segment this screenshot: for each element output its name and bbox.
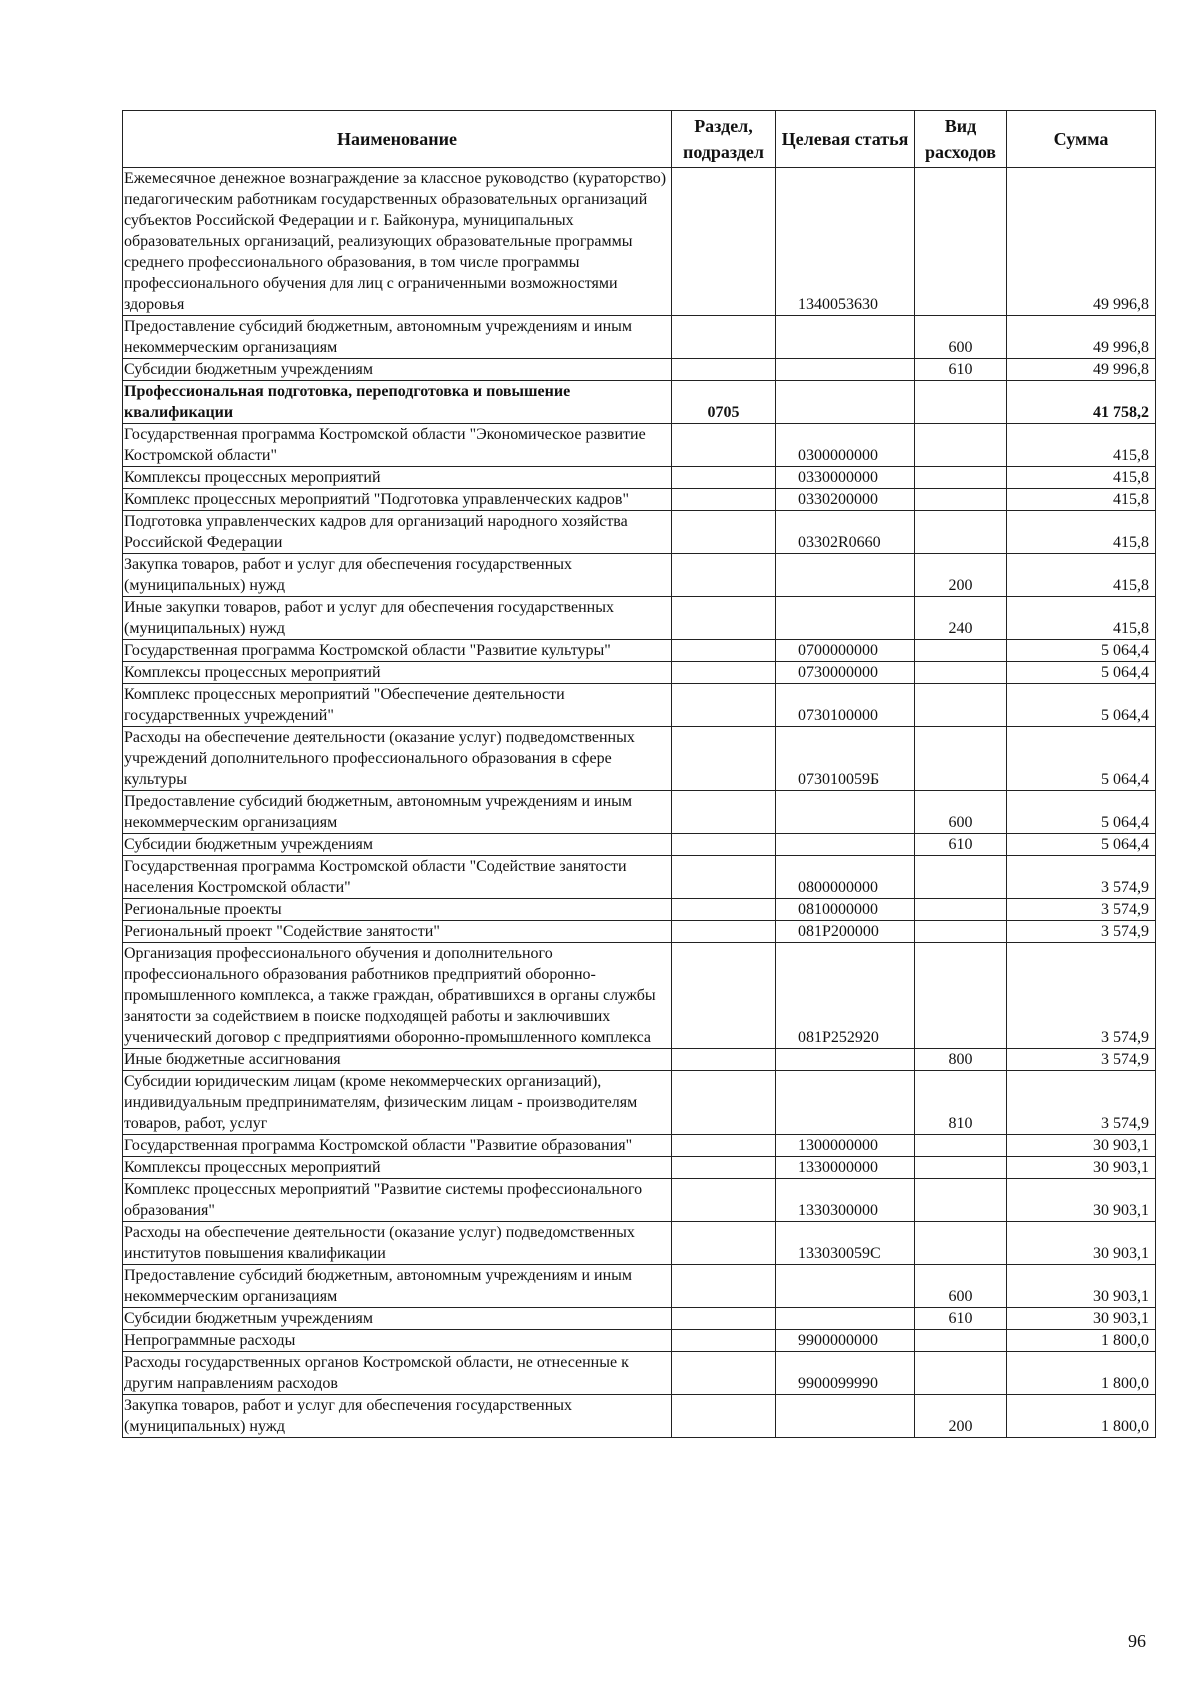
cell-name: Субсидии бюджетным учреждениям bbox=[123, 1308, 672, 1330]
cell-target bbox=[776, 834, 915, 856]
cell-type bbox=[915, 662, 1007, 684]
table-row bbox=[123, 1157, 1156, 1179]
cell-type: 610 bbox=[915, 834, 1007, 856]
cell-type bbox=[915, 921, 1007, 943]
table-row bbox=[123, 1395, 1156, 1438]
cell-type: 600 bbox=[915, 1265, 1007, 1308]
cell-section bbox=[672, 511, 776, 554]
table-row bbox=[123, 640, 1156, 662]
cell-type bbox=[915, 381, 1007, 424]
cell-target bbox=[776, 381, 915, 424]
cell-section bbox=[672, 1179, 776, 1222]
cell-target bbox=[776, 359, 915, 381]
cell-type bbox=[915, 1222, 1007, 1265]
table-row bbox=[123, 359, 1156, 381]
table-row bbox=[123, 424, 1156, 467]
table-row bbox=[123, 554, 1156, 597]
cell-section bbox=[672, 1071, 776, 1135]
cell-name: Закупка товаров, работ и услуг для обеспечения государственных (муниципальных) нужд bbox=[123, 1395, 672, 1438]
cell-sum: 415,8 bbox=[1007, 511, 1156, 554]
cell-type bbox=[915, 1179, 1007, 1222]
table-row bbox=[123, 662, 1156, 684]
table-row bbox=[123, 1049, 1156, 1071]
cell-sum: 3 574,9 bbox=[1007, 1071, 1156, 1135]
cell-sum: 1 800,0 bbox=[1007, 1395, 1156, 1438]
cell-sum: 5 064,4 bbox=[1007, 727, 1156, 791]
cell-target bbox=[776, 1395, 915, 1438]
cell-section bbox=[672, 684, 776, 727]
cell-name: Непрограммные расходы bbox=[123, 1330, 672, 1352]
cell-sum: 415,8 bbox=[1007, 424, 1156, 467]
cell-sum: 30 903,1 bbox=[1007, 1157, 1156, 1179]
table-row bbox=[123, 684, 1156, 727]
cell-section bbox=[672, 1330, 776, 1352]
cell-name: Организация профессионального обучения и дополнительного профессионального образования работников предприятий оборонно-промышленного комплекса, а также граждан, обратившихся в органы службы занятости за содействием в поиске подходящей работы и заключивших ученический договор с предприятиями оборонно-промышленного комплекса bbox=[123, 943, 672, 1049]
table-row bbox=[123, 1330, 1156, 1352]
cell-target: 1330000000 bbox=[776, 1157, 915, 1179]
table-row bbox=[123, 316, 1156, 359]
cell-name: Иные закупки товаров, работ и услуг для обеспечения государственных (муниципальных) нужд bbox=[123, 597, 672, 640]
cell-section bbox=[672, 489, 776, 511]
cell-target: 1340053630 bbox=[776, 168, 915, 316]
cell-type: 600 bbox=[915, 316, 1007, 359]
cell-sum: 30 903,1 bbox=[1007, 1135, 1156, 1157]
cell-name: Региональный проект "Содействие занятости" bbox=[123, 921, 672, 943]
cell-type: 610 bbox=[915, 1308, 1007, 1330]
cell-target: 081Р200000 bbox=[776, 921, 915, 943]
cell-name: Ежемесячное денежное вознаграждение за классное руководство (кураторство) педагогическим работникам государственных образовательных организаций субъектов Российской Федерации и г. Байконура, муниципальных образовательных организаций, реализующих образовательные программы среднего профессионального образования, в том числе программы профессионального обучения для лиц с ограниченными возможностями здоровья bbox=[123, 168, 672, 316]
cell-name: Региональные проекты bbox=[123, 899, 672, 921]
cell-sum: 49 996,8 bbox=[1007, 359, 1156, 381]
cell-name: Государственная программа Костромской области "Развитие образования" bbox=[123, 1135, 672, 1157]
header-type: Вид расходов bbox=[915, 111, 1007, 168]
cell-sum: 415,8 bbox=[1007, 554, 1156, 597]
cell-sum: 3 574,9 bbox=[1007, 921, 1156, 943]
cell-target: 1300000000 bbox=[776, 1135, 915, 1157]
cell-type bbox=[915, 511, 1007, 554]
header-target: Целевая статья bbox=[776, 111, 915, 168]
cell-sum: 5 064,4 bbox=[1007, 791, 1156, 834]
cell-name: Иные бюджетные ассигнования bbox=[123, 1049, 672, 1071]
table-row bbox=[123, 1308, 1156, 1330]
table-row bbox=[123, 899, 1156, 921]
cell-type: 600 bbox=[915, 791, 1007, 834]
cell-section bbox=[672, 1049, 776, 1071]
table-row bbox=[123, 511, 1156, 554]
cell-type bbox=[915, 489, 1007, 511]
cell-section bbox=[672, 1265, 776, 1308]
cell-type: 240 bbox=[915, 597, 1007, 640]
cell-target: 03302R0660 bbox=[776, 511, 915, 554]
cell-target: 0330000000 bbox=[776, 467, 915, 489]
cell-sum: 1 800,0 bbox=[1007, 1352, 1156, 1395]
cell-section bbox=[672, 1352, 776, 1395]
cell-section bbox=[672, 640, 776, 662]
header-name: Наименование bbox=[123, 111, 672, 168]
cell-section bbox=[672, 168, 776, 316]
header-section: Раздел, подраздел bbox=[672, 111, 776, 168]
cell-section bbox=[672, 316, 776, 359]
table-row bbox=[123, 467, 1156, 489]
cell-section bbox=[672, 834, 776, 856]
header-sum: Сумма bbox=[1007, 111, 1156, 168]
table-row bbox=[123, 921, 1156, 943]
cell-type: 810 bbox=[915, 1071, 1007, 1135]
table-row bbox=[123, 943, 1156, 1049]
cell-sum: 41 758,2 bbox=[1007, 381, 1156, 424]
cell-target bbox=[776, 1308, 915, 1330]
table-row bbox=[123, 1352, 1156, 1395]
table-row bbox=[123, 1071, 1156, 1135]
table-header-row bbox=[123, 111, 1156, 168]
cell-section bbox=[672, 1395, 776, 1438]
cell-sum: 30 903,1 bbox=[1007, 1308, 1156, 1330]
cell-name: Расходы на обеспечение деятельности (оказание услуг) подведомственных институтов повышения квалификации bbox=[123, 1222, 672, 1265]
cell-section bbox=[672, 1308, 776, 1330]
cell-sum: 415,8 bbox=[1007, 597, 1156, 640]
cell-sum: 30 903,1 bbox=[1007, 1265, 1156, 1308]
cell-target: 9900099990 bbox=[776, 1352, 915, 1395]
cell-name: Государственная программа Костромской области "Содействие занятости населения Костромской области" bbox=[123, 856, 672, 899]
cell-type bbox=[915, 684, 1007, 727]
table-row bbox=[123, 856, 1156, 899]
cell-target: 9900000000 bbox=[776, 1330, 915, 1352]
cell-name: Комплекс процессных мероприятий "Обеспечение деятельности государственных учреждений" bbox=[123, 684, 672, 727]
cell-sum: 49 996,8 bbox=[1007, 168, 1156, 316]
cell-section bbox=[672, 791, 776, 834]
cell-sum: 5 064,4 bbox=[1007, 662, 1156, 684]
cell-sum: 3 574,9 bbox=[1007, 1049, 1156, 1071]
cell-name: Комплексы процессных мероприятий bbox=[123, 467, 672, 489]
cell-target bbox=[776, 597, 915, 640]
table-row bbox=[123, 597, 1156, 640]
cell-target: 081Р252920 bbox=[776, 943, 915, 1049]
cell-type: 610 bbox=[915, 359, 1007, 381]
cell-type: 200 bbox=[915, 1395, 1007, 1438]
cell-target bbox=[776, 1265, 915, 1308]
cell-sum: 1 800,0 bbox=[1007, 1330, 1156, 1352]
cell-target: 0330200000 bbox=[776, 489, 915, 511]
cell-target: 0730000000 bbox=[776, 662, 915, 684]
cell-name: Закупка товаров, работ и услуг для обеспечения государственных (муниципальных) нужд bbox=[123, 554, 672, 597]
cell-target bbox=[776, 791, 915, 834]
cell-name: Государственная программа Костромской области "Развитие культуры" bbox=[123, 640, 672, 662]
cell-type bbox=[915, 1330, 1007, 1352]
cell-target: 0800000000 bbox=[776, 856, 915, 899]
cell-type bbox=[915, 727, 1007, 791]
cell-section: 0705 bbox=[672, 381, 776, 424]
table-row bbox=[123, 791, 1156, 834]
cell-target bbox=[776, 1071, 915, 1135]
cell-target bbox=[776, 554, 915, 597]
table-row bbox=[123, 834, 1156, 856]
table-row bbox=[123, 381, 1156, 424]
cell-type bbox=[915, 1352, 1007, 1395]
cell-type bbox=[915, 943, 1007, 1049]
cell-sum: 5 064,4 bbox=[1007, 834, 1156, 856]
table-row bbox=[123, 1222, 1156, 1265]
cell-target: 0730100000 bbox=[776, 684, 915, 727]
cell-type bbox=[915, 899, 1007, 921]
cell-name: Комплекс процессных мероприятий "Развитие системы профессионального образования" bbox=[123, 1179, 672, 1222]
cell-target: 0810000000 bbox=[776, 899, 915, 921]
cell-sum: 3 574,9 bbox=[1007, 943, 1156, 1049]
cell-section bbox=[672, 943, 776, 1049]
cell-type bbox=[915, 856, 1007, 899]
cell-target: 073010059Б bbox=[776, 727, 915, 791]
cell-name: Расходы государственных органов Костромской области, не отнесенные к другим направлениям расходов bbox=[123, 1352, 672, 1395]
cell-target bbox=[776, 316, 915, 359]
cell-target: 1330300000 bbox=[776, 1179, 915, 1222]
cell-sum: 3 574,9 bbox=[1007, 899, 1156, 921]
cell-sum: 415,8 bbox=[1007, 489, 1156, 511]
cell-name: Расходы на обеспечение деятельности (оказание услуг) подведомственных учреждений дополнительного профессионального образования в сфере культуры bbox=[123, 727, 672, 791]
cell-section bbox=[672, 899, 776, 921]
budget-table bbox=[122, 110, 1156, 1438]
cell-type bbox=[915, 1135, 1007, 1157]
table-row bbox=[123, 168, 1156, 316]
cell-name: Предоставление субсидий бюджетным, автономным учреждениям и иным некоммерческим организациям bbox=[123, 791, 672, 834]
cell-name: Субсидии бюджетным учреждениям bbox=[123, 834, 672, 856]
cell-section bbox=[672, 1135, 776, 1157]
cell-name: Комплекс процессных мероприятий "Подготовка управленческих кадров" bbox=[123, 489, 672, 511]
cell-section bbox=[672, 727, 776, 791]
cell-name: Комплексы процессных мероприятий bbox=[123, 662, 672, 684]
cell-type: 800 bbox=[915, 1049, 1007, 1071]
page-number: 96 bbox=[1128, 1631, 1146, 1651]
cell-name: Подготовка управленческих кадров для организаций народного хозяйства Российской Федерации bbox=[123, 511, 672, 554]
cell-type bbox=[915, 424, 1007, 467]
cell-section bbox=[672, 554, 776, 597]
cell-name: Профессиональная подготовка, переподготовка и повышение квалификации bbox=[123, 381, 672, 424]
budget-table-sheet bbox=[122, 110, 1155, 1438]
cell-sum: 30 903,1 bbox=[1007, 1179, 1156, 1222]
cell-name: Государственная программа Костромской области "Экономическое развитие Костромской области" bbox=[123, 424, 672, 467]
cell-name: Предоставление субсидий бюджетным, автономным учреждениям и иным некоммерческим организациям bbox=[123, 1265, 672, 1308]
cell-section bbox=[672, 597, 776, 640]
cell-target: 0300000000 bbox=[776, 424, 915, 467]
cell-section bbox=[672, 424, 776, 467]
cell-target bbox=[776, 1049, 915, 1071]
cell-name: Субсидии юридическим лицам (кроме некоммерческих организаций), индивидуальным предпринимателям, физическим лицам - производителям товаров, работ, услуг bbox=[123, 1071, 672, 1135]
cell-name: Комплексы процессных мероприятий bbox=[123, 1157, 672, 1179]
cell-section bbox=[672, 1157, 776, 1179]
cell-section bbox=[672, 662, 776, 684]
cell-type bbox=[915, 640, 1007, 662]
cell-sum: 49 996,8 bbox=[1007, 316, 1156, 359]
cell-target: 0700000000 bbox=[776, 640, 915, 662]
cell-section bbox=[672, 467, 776, 489]
cell-section bbox=[672, 856, 776, 899]
cell-sum: 3 574,9 bbox=[1007, 856, 1156, 899]
cell-sum: 5 064,4 bbox=[1007, 640, 1156, 662]
table-row bbox=[123, 1265, 1156, 1308]
cell-target: 133030059С bbox=[776, 1222, 915, 1265]
cell-type bbox=[915, 1157, 1007, 1179]
table-row bbox=[123, 727, 1156, 791]
cell-section bbox=[672, 921, 776, 943]
cell-sum: 5 064,4 bbox=[1007, 684, 1156, 727]
cell-type: 200 bbox=[915, 554, 1007, 597]
cell-section bbox=[672, 1222, 776, 1265]
cell-name: Предоставление субсидий бюджетным, автономным учреждениям и иным некоммерческим организациям bbox=[123, 316, 672, 359]
cell-type bbox=[915, 168, 1007, 316]
cell-type bbox=[915, 467, 1007, 489]
cell-section bbox=[672, 359, 776, 381]
table-row bbox=[123, 1179, 1156, 1222]
table-row bbox=[123, 489, 1156, 511]
table-body bbox=[123, 168, 1156, 1438]
cell-sum: 415,8 bbox=[1007, 467, 1156, 489]
cell-name: Субсидии бюджетным учреждениям bbox=[123, 359, 672, 381]
cell-sum: 30 903,1 bbox=[1007, 1222, 1156, 1265]
table-row bbox=[123, 1135, 1156, 1157]
